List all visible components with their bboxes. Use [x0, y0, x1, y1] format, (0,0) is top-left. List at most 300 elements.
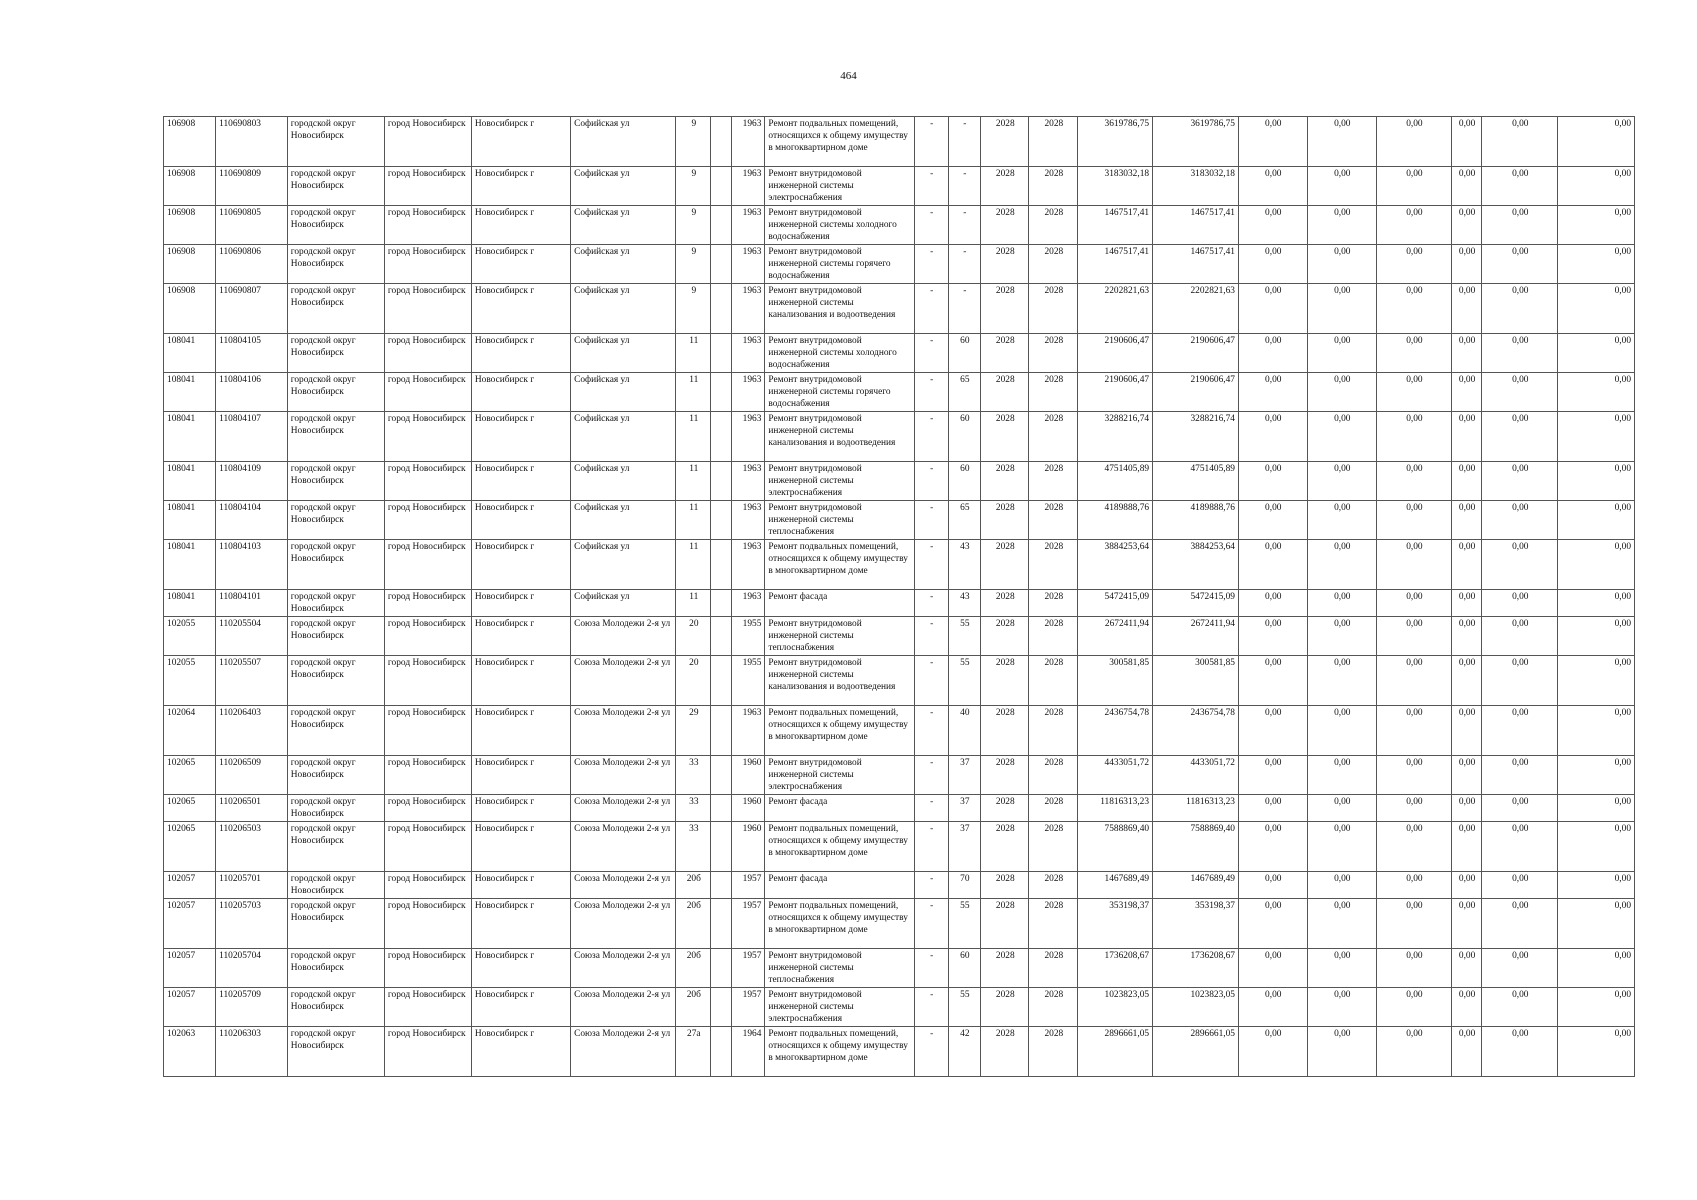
- cell-house-id: 108041: [164, 373, 216, 412]
- cell-build-year: 1963: [731, 373, 765, 412]
- cell-municipal-district: городской округ Новосибирск: [287, 167, 384, 206]
- cell-col-22: 0,00: [1558, 988, 1635, 1027]
- cell-city: Новосибирск г: [471, 706, 570, 756]
- cell-col-11: -: [914, 540, 948, 590]
- cell-city: Новосибирск г: [471, 822, 570, 872]
- cell-house-number: 9: [676, 284, 711, 334]
- cell-col-11: -: [914, 167, 948, 206]
- cell-col-11: -: [914, 1027, 948, 1077]
- cell-municipal-district: городской округ Новосибирск: [287, 706, 384, 756]
- cell-house-number: 20: [676, 617, 711, 656]
- cell-build-year: 1963: [731, 706, 765, 756]
- cell-plan-year-start: 2028: [981, 245, 1029, 284]
- cell-build-year: 1963: [731, 590, 765, 617]
- cell-house-number: 20б: [676, 988, 711, 1027]
- cell-plan-year-end: 2028: [1029, 899, 1078, 949]
- cell-col-11: -: [914, 117, 948, 167]
- cell-work-id: 110206501: [216, 795, 288, 822]
- cell-col-21: 0,00: [1482, 988, 1558, 1027]
- cell-col-11: -: [914, 756, 948, 795]
- cell-col-17: 0,00: [1238, 656, 1307, 706]
- cell-work-id: 110206509: [216, 756, 288, 795]
- cell-work-id: 110690807: [216, 284, 288, 334]
- cell-city: Новосибирск г: [471, 949, 570, 988]
- cell-total-cost: 2190606,47: [1078, 334, 1153, 373]
- cell-work-id: 110804101: [216, 590, 288, 617]
- cell-settlement: город Новосибирск: [384, 656, 471, 706]
- cell-settlement: город Новосибирск: [384, 117, 471, 167]
- cell-work-id: 110205709: [216, 988, 288, 1027]
- cell-plan-year-end: 2028: [1029, 795, 1078, 822]
- cell-col-11: -: [914, 949, 948, 988]
- cell-house-number: 11: [676, 501, 711, 540]
- cell-col-21: 0,00: [1482, 656, 1558, 706]
- cell-col-20: 0,00: [1451, 899, 1482, 949]
- cell-building: [711, 412, 731, 462]
- cell-work-id: 110690809: [216, 167, 288, 206]
- cell-wear-percent: 60: [948, 949, 981, 988]
- table-row: [164, 949, 1635, 988]
- cell-col-21: 0,00: [1482, 206, 1558, 245]
- cell-col-20: 0,00: [1451, 795, 1482, 822]
- cell-col-20: 0,00: [1451, 540, 1482, 590]
- cell-col-22: 0,00: [1558, 540, 1635, 590]
- cell-col-19: 0,00: [1377, 1027, 1452, 1077]
- cell-col-22: 0,00: [1558, 284, 1635, 334]
- cell-plan-year-end: 2028: [1029, 656, 1078, 706]
- cell-settlement: город Новосибирск: [384, 462, 471, 501]
- table-row: [164, 590, 1635, 617]
- cell-house-id: 106908: [164, 284, 216, 334]
- cell-col-22: 0,00: [1558, 949, 1635, 988]
- cell-work-type: Ремонт внутридомовой инженерной системы теплоснабжения: [765, 949, 914, 988]
- cell-col-11: -: [914, 706, 948, 756]
- cell-work-type: Ремонт внутридомовой инженерной системы горячего водоснабжения: [765, 373, 914, 412]
- cell-plan-year-start: 2028: [981, 590, 1029, 617]
- cell-col-18: 0,00: [1307, 822, 1377, 872]
- cell-plan-year-end: 2028: [1029, 117, 1078, 167]
- cell-plan-year-end: 2028: [1029, 540, 1078, 590]
- cell-house-id: 108041: [164, 334, 216, 373]
- cell-fund-cost: 5472415,09: [1153, 590, 1239, 617]
- cell-city: Новосибирск г: [471, 117, 570, 167]
- cell-wear-percent: -: [948, 117, 981, 167]
- cell-col-19: 0,00: [1377, 462, 1452, 501]
- cell-wear-percent: 37: [948, 756, 981, 795]
- cell-building: [711, 656, 731, 706]
- cell-build-year: 1957: [731, 988, 765, 1027]
- cell-work-id: 110804104: [216, 501, 288, 540]
- cell-col-18: 0,00: [1307, 245, 1377, 284]
- table-row: [164, 334, 1635, 373]
- cell-fund-cost: 3288216,74: [1153, 412, 1239, 462]
- cell-wear-percent: 55: [948, 656, 981, 706]
- cell-col-19: 0,00: [1377, 706, 1452, 756]
- cell-work-type: Ремонт подвальных помещений, относящихся к общему имуществу в многоквартирном доме: [765, 117, 914, 167]
- cell-col-18: 0,00: [1307, 501, 1377, 540]
- cell-settlement: город Новосибирск: [384, 822, 471, 872]
- cell-house-id: 102055: [164, 617, 216, 656]
- cell-col-18: 0,00: [1307, 656, 1377, 706]
- cell-col-18: 0,00: [1307, 617, 1377, 656]
- cell-col-21: 0,00: [1482, 284, 1558, 334]
- cell-col-20: 0,00: [1451, 617, 1482, 656]
- cell-col-22: 0,00: [1558, 462, 1635, 501]
- cell-municipal-district: городской округ Новосибирск: [287, 1027, 384, 1077]
- cell-street: Софийская ул: [571, 334, 676, 373]
- cell-plan-year-start: 2028: [981, 949, 1029, 988]
- cell-plan-year-end: 2028: [1029, 334, 1078, 373]
- cell-work-type: Ремонт внутридомовой инженерной системы канализования и водоотведения: [765, 284, 914, 334]
- cell-col-18: 0,00: [1307, 412, 1377, 462]
- cell-col-17: 0,00: [1238, 245, 1307, 284]
- cell-work-id: 110804106: [216, 373, 288, 412]
- cell-col-20: 0,00: [1451, 117, 1482, 167]
- cell-house-id: 106908: [164, 167, 216, 206]
- cell-col-17: 0,00: [1238, 822, 1307, 872]
- cell-col-17: 0,00: [1238, 899, 1307, 949]
- cell-city: Новосибирск г: [471, 617, 570, 656]
- cell-house-number: 9: [676, 167, 711, 206]
- cell-build-year: 1960: [731, 756, 765, 795]
- table-row: [164, 167, 1635, 206]
- cell-municipal-district: городской округ Новосибирск: [287, 590, 384, 617]
- cell-wear-percent: 60: [948, 462, 981, 501]
- cell-fund-cost: 2190606,47: [1153, 373, 1239, 412]
- cell-settlement: город Новосибирск: [384, 540, 471, 590]
- cell-total-cost: 4433051,72: [1078, 756, 1153, 795]
- cell-municipal-district: городской округ Новосибирск: [287, 334, 384, 373]
- cell-municipal-district: городской округ Новосибирск: [287, 988, 384, 1027]
- cell-col-19: 0,00: [1377, 756, 1452, 795]
- cell-col-11: -: [914, 284, 948, 334]
- cell-municipal-district: городской округ Новосибирск: [287, 412, 384, 462]
- table-row: [164, 795, 1635, 822]
- cell-total-cost: 1467689,49: [1078, 872, 1153, 899]
- cell-work-type: Ремонт подвальных помещений, относящихся к общему имуществу в многоквартирном доме: [765, 540, 914, 590]
- cell-col-11: -: [914, 988, 948, 1027]
- cell-wear-percent: 55: [948, 617, 981, 656]
- table-row: [164, 1027, 1635, 1077]
- cell-build-year: 1963: [731, 501, 765, 540]
- cell-col-21: 0,00: [1482, 462, 1558, 501]
- cell-col-17: 0,00: [1238, 206, 1307, 245]
- cell-build-year: 1963: [731, 245, 765, 284]
- cell-settlement: город Новосибирск: [384, 899, 471, 949]
- cell-municipal-district: городской округ Новосибирск: [287, 872, 384, 899]
- cell-house-number: 9: [676, 245, 711, 284]
- cell-work-type: Ремонт внутридомовой инженерной системы электроснабжения: [765, 167, 914, 206]
- cell-municipal-district: городской округ Новосибирск: [287, 501, 384, 540]
- cell-build-year: 1957: [731, 899, 765, 949]
- cell-plan-year-start: 2028: [981, 899, 1029, 949]
- cell-col-17: 0,00: [1238, 988, 1307, 1027]
- cell-col-17: 0,00: [1238, 117, 1307, 167]
- cell-col-19: 0,00: [1377, 412, 1452, 462]
- cell-work-id: 110804109: [216, 462, 288, 501]
- cell-work-type: Ремонт внутридомовой инженерной системы теплоснабжения: [765, 501, 914, 540]
- cell-street: Софийская ул: [571, 590, 676, 617]
- cell-col-11: -: [914, 334, 948, 373]
- cell-total-cost: 2672411,94: [1078, 617, 1153, 656]
- cell-build-year: 1963: [731, 284, 765, 334]
- cell-col-19: 0,00: [1377, 540, 1452, 590]
- cell-fund-cost: 1023823,05: [1153, 988, 1239, 1027]
- cell-col-11: -: [914, 412, 948, 462]
- cell-col-22: 0,00: [1558, 117, 1635, 167]
- cell-settlement: город Новосибирск: [384, 706, 471, 756]
- cell-fund-cost: 4751405,89: [1153, 462, 1239, 501]
- cell-fund-cost: 1467689,49: [1153, 872, 1239, 899]
- cell-municipal-district: городской округ Новосибирск: [287, 949, 384, 988]
- cell-building: [711, 872, 731, 899]
- table-row: [164, 462, 1635, 501]
- cell-plan-year-end: 2028: [1029, 706, 1078, 756]
- cell-house-id: 102057: [164, 949, 216, 988]
- cell-col-17: 0,00: [1238, 167, 1307, 206]
- cell-col-21: 0,00: [1482, 872, 1558, 899]
- cell-col-18: 0,00: [1307, 334, 1377, 373]
- cell-work-id: 110804105: [216, 334, 288, 373]
- cell-city: Новосибирск г: [471, 373, 570, 412]
- cell-house-id: 106908: [164, 245, 216, 284]
- cell-col-21: 0,00: [1482, 412, 1558, 462]
- cell-house-id: 102065: [164, 795, 216, 822]
- cell-street: Софийская ул: [571, 245, 676, 284]
- cell-municipal-district: городской округ Новосибирск: [287, 206, 384, 245]
- cell-wear-percent: 55: [948, 988, 981, 1027]
- cell-build-year: 1963: [731, 412, 765, 462]
- cell-plan-year-start: 2028: [981, 656, 1029, 706]
- cell-house-id: 108041: [164, 590, 216, 617]
- cell-wear-percent: -: [948, 206, 981, 245]
- table-row: [164, 540, 1635, 590]
- cell-street: Союза Молодежи 2-я ул: [571, 899, 676, 949]
- cell-building: [711, 617, 731, 656]
- cell-house-number: 27а: [676, 1027, 711, 1077]
- cell-work-type: Ремонт подвальных помещений, относящихся к общему имуществу в многоквартирном доме: [765, 822, 914, 872]
- cell-wear-percent: 60: [948, 412, 981, 462]
- cell-col-19: 0,00: [1377, 284, 1452, 334]
- cell-wear-percent: 65: [948, 501, 981, 540]
- cell-settlement: город Новосибирск: [384, 501, 471, 540]
- cell-col-21: 0,00: [1482, 117, 1558, 167]
- cell-total-cost: 1467517,41: [1078, 245, 1153, 284]
- cell-wear-percent: 43: [948, 540, 981, 590]
- cell-col-22: 0,00: [1558, 590, 1635, 617]
- cell-municipal-district: городской округ Новосибирск: [287, 822, 384, 872]
- cell-col-21: 0,00: [1482, 501, 1558, 540]
- cell-city: Новосибирск г: [471, 462, 570, 501]
- cell-col-17: 0,00: [1238, 706, 1307, 756]
- cell-plan-year-end: 2028: [1029, 988, 1078, 1027]
- cell-col-18: 0,00: [1307, 1027, 1377, 1077]
- cell-street: Софийская ул: [571, 462, 676, 501]
- cell-col-19: 0,00: [1377, 872, 1452, 899]
- table-row: [164, 988, 1635, 1027]
- cell-col-17: 0,00: [1238, 617, 1307, 656]
- cell-total-cost: 3183032,18: [1078, 167, 1153, 206]
- cell-total-cost: 300581,85: [1078, 656, 1153, 706]
- cell-work-id: 110690803: [216, 117, 288, 167]
- cell-col-20: 0,00: [1451, 206, 1482, 245]
- cell-municipal-district: городской округ Новосибирск: [287, 117, 384, 167]
- cell-col-21: 0,00: [1482, 245, 1558, 284]
- cell-house-id: 102064: [164, 706, 216, 756]
- cell-settlement: город Новосибирск: [384, 373, 471, 412]
- cell-col-18: 0,00: [1307, 284, 1377, 334]
- cell-col-22: 0,00: [1558, 617, 1635, 656]
- cell-house-number: 11: [676, 373, 711, 412]
- cell-plan-year-start: 2028: [981, 167, 1029, 206]
- cell-work-type: Ремонт внутридомовой инженерной системы холодного водоснабжения: [765, 334, 914, 373]
- cell-plan-year-start: 2028: [981, 284, 1029, 334]
- cell-work-id: 110205703: [216, 899, 288, 949]
- cell-building: [711, 540, 731, 590]
- cell-settlement: город Новосибирск: [384, 949, 471, 988]
- cell-col-11: -: [914, 501, 948, 540]
- cell-work-id: 110206403: [216, 706, 288, 756]
- cell-city: Новосибирск г: [471, 795, 570, 822]
- cell-municipal-district: городской округ Новосибирск: [287, 462, 384, 501]
- cell-municipal-district: городской округ Новосибирск: [287, 899, 384, 949]
- cell-plan-year-end: 2028: [1029, 284, 1078, 334]
- cell-build-year: 1963: [731, 462, 765, 501]
- cell-building: [711, 373, 731, 412]
- cell-col-22: 0,00: [1558, 245, 1635, 284]
- cell-col-17: 0,00: [1238, 334, 1307, 373]
- cell-build-year: 1955: [731, 656, 765, 706]
- cell-street: Союза Молодежи 2-я ул: [571, 988, 676, 1027]
- cell-col-19: 0,00: [1377, 117, 1452, 167]
- cell-total-cost: 3288216,74: [1078, 412, 1153, 462]
- cell-build-year: 1960: [731, 822, 765, 872]
- cell-col-20: 0,00: [1451, 167, 1482, 206]
- cell-house-number: 33: [676, 795, 711, 822]
- cell-municipal-district: городской округ Новосибирск: [287, 656, 384, 706]
- cell-street: Союза Молодежи 2-я ул: [571, 949, 676, 988]
- table-row: [164, 284, 1635, 334]
- cell-street: Союза Молодежи 2-я ул: [571, 706, 676, 756]
- cell-plan-year-start: 2028: [981, 540, 1029, 590]
- table-body: [164, 117, 1635, 1077]
- cell-col-19: 0,00: [1377, 899, 1452, 949]
- cell-work-type: Ремонт подвальных помещений, относящихся к общему имуществу в многоквартирном доме: [765, 706, 914, 756]
- cell-plan-year-end: 2028: [1029, 462, 1078, 501]
- cell-col-18: 0,00: [1307, 988, 1377, 1027]
- cell-house-id: 108041: [164, 462, 216, 501]
- cell-total-cost: 3619786,75: [1078, 117, 1153, 167]
- cell-col-20: 0,00: [1451, 334, 1482, 373]
- cell-fund-cost: 4433051,72: [1153, 756, 1239, 795]
- cell-col-19: 0,00: [1377, 949, 1452, 988]
- cell-col-20: 0,00: [1451, 988, 1482, 1027]
- cell-plan-year-start: 2028: [981, 795, 1029, 822]
- cell-build-year: 1955: [731, 617, 765, 656]
- cell-street: Софийская ул: [571, 373, 676, 412]
- cell-wear-percent: 70: [948, 872, 981, 899]
- cell-city: Новосибирск г: [471, 590, 570, 617]
- cell-street: Софийская ул: [571, 540, 676, 590]
- cell-wear-percent: 37: [948, 822, 981, 872]
- cell-total-cost: 1736208,67: [1078, 949, 1153, 988]
- cell-plan-year-start: 2028: [981, 462, 1029, 501]
- cell-col-20: 0,00: [1451, 656, 1482, 706]
- cell-house-number: 11: [676, 462, 711, 501]
- cell-col-19: 0,00: [1377, 590, 1452, 617]
- table-row: [164, 706, 1635, 756]
- cell-house-number: 11: [676, 590, 711, 617]
- cell-total-cost: 7588869,40: [1078, 822, 1153, 872]
- cell-plan-year-start: 2028: [981, 206, 1029, 245]
- cell-col-11: -: [914, 462, 948, 501]
- cell-plan-year-end: 2028: [1029, 1027, 1078, 1077]
- cell-build-year: 1963: [731, 334, 765, 373]
- cell-col-20: 0,00: [1451, 822, 1482, 872]
- table-row: [164, 501, 1635, 540]
- cell-house-id: 102057: [164, 988, 216, 1027]
- cell-col-17: 0,00: [1238, 1027, 1307, 1077]
- cell-settlement: город Новосибирск: [384, 284, 471, 334]
- cell-col-18: 0,00: [1307, 795, 1377, 822]
- cell-col-21: 0,00: [1482, 795, 1558, 822]
- cell-col-21: 0,00: [1482, 617, 1558, 656]
- cell-col-19: 0,00: [1377, 245, 1452, 284]
- cell-total-cost: 2896661,05: [1078, 1027, 1153, 1077]
- cell-col-22: 0,00: [1558, 334, 1635, 373]
- cell-building: [711, 822, 731, 872]
- cell-build-year: 1960: [731, 795, 765, 822]
- cell-building: [711, 284, 731, 334]
- cell-building: [711, 795, 731, 822]
- cell-plan-year-end: 2028: [1029, 590, 1078, 617]
- cell-col-22: 0,00: [1558, 872, 1635, 899]
- cell-col-17: 0,00: [1238, 540, 1307, 590]
- cell-col-17: 0,00: [1238, 462, 1307, 501]
- cell-municipal-district: городской округ Новосибирск: [287, 756, 384, 795]
- cell-settlement: город Новосибирск: [384, 617, 471, 656]
- cell-plan-year-end: 2028: [1029, 872, 1078, 899]
- cell-city: Новосибирск г: [471, 1027, 570, 1077]
- cell-col-19: 0,00: [1377, 334, 1452, 373]
- cell-plan-year-end: 2028: [1029, 167, 1078, 206]
- cell-col-17: 0,00: [1238, 501, 1307, 540]
- cell-col-20: 0,00: [1451, 412, 1482, 462]
- cell-col-22: 0,00: [1558, 167, 1635, 206]
- cell-building: [711, 988, 731, 1027]
- cell-col-22: 0,00: [1558, 1027, 1635, 1077]
- cell-house-id: 108041: [164, 540, 216, 590]
- cell-plan-year-end: 2028: [1029, 756, 1078, 795]
- cell-col-22: 0,00: [1558, 756, 1635, 795]
- cell-house-number: 11: [676, 334, 711, 373]
- cell-col-11: -: [914, 822, 948, 872]
- cell-work-type: Ремонт подвальных помещений, относящихся к общему имуществу в многоквартирном доме: [765, 1027, 914, 1077]
- cell-col-21: 0,00: [1482, 949, 1558, 988]
- cell-wear-percent: 42: [948, 1027, 981, 1077]
- cell-settlement: город Новосибирск: [384, 590, 471, 617]
- cell-col-20: 0,00: [1451, 462, 1482, 501]
- cell-col-22: 0,00: [1558, 501, 1635, 540]
- cell-col-11: -: [914, 206, 948, 245]
- table-row: [164, 245, 1635, 284]
- table-row: [164, 412, 1635, 462]
- cell-col-17: 0,00: [1238, 373, 1307, 412]
- cell-col-11: -: [914, 899, 948, 949]
- cell-total-cost: 2190606,47: [1078, 373, 1153, 412]
- cell-plan-year-end: 2028: [1029, 245, 1078, 284]
- cell-col-18: 0,00: [1307, 206, 1377, 245]
